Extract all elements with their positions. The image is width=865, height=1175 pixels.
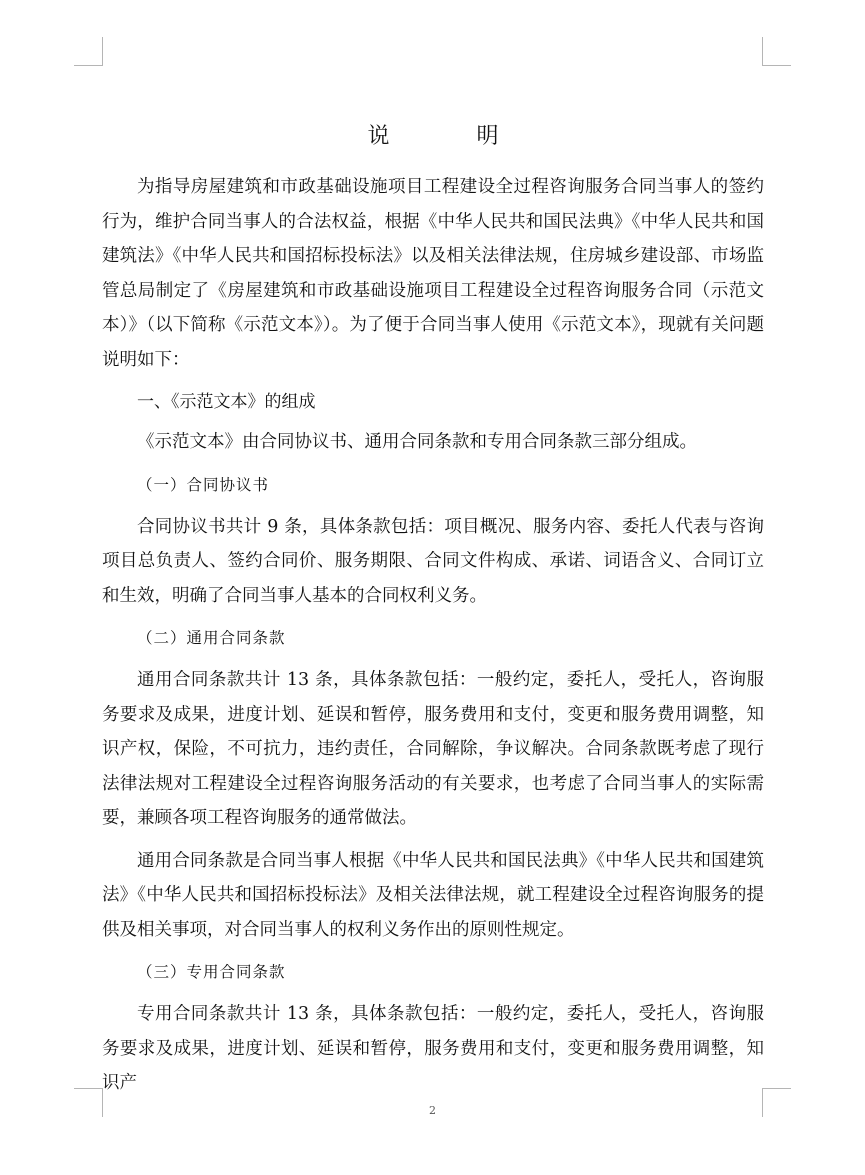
page-number: 2: [429, 1104, 436, 1117]
composition-paragraph: 《示范文本》由合同协议书、通用合同条款和专用合同条款三部分组成。: [137, 432, 697, 452]
subheading-agreement: （一）合同协议书: [137, 475, 270, 494]
intro-paragraph: 为指导房屋建筑和市政基础设施项目工程建设全过程咨询服务合同当事人的签约行为，维护合同当事人的合法权益，根据《中华人民共和国民法典》《中华人民共和国建筑法》《中华人民共和国招标投标法》以及相关法律法规，住房城乡建设部、市场监管总局制定了《房屋建筑和市政基础设施项目工程建设全过程咨询服务合同（示范文本）》（以下简称《示范文本》）。为了便于合同当事人使用《示范文本》，现就有关问题说明如下：: [102, 177, 764, 370]
subheading-special-terms: （三）专用合同条款: [137, 963, 286, 981]
special-terms-paragraph: 专用合同条款共计 13 条，具体条款包括：一般约定，委托人，受托人，咨询服务要求及成果，进度计划、延误和暂停，服务费用和支付，变更和服务费用调整，知识产: [102, 1004, 764, 1093]
agreement-paragraph: 合同协议书共计 9 条，具体条款包括：项目概况、服务内容、委托人代表与咨询项目总负责人、签约合同价、服务期限、合同文件构成、承诺、词语含义、合同订立和生效，明确了合同当事人基本的合同权利义务。: [102, 516, 764, 606]
general-terms-paragraph-1: 通用合同条款共计 13 条，具体条款包括：一般约定，委托人，受托人，咨询服务要求及成果，进度计划、延误和暂停，服务费用和支付，变更和服务费用调整，知识产权，保险，不可抗力，违约责任，合同解除，争议解决。合同条款既考虑了现行法律法规对工程建设全过程咨询服务活动的有关要求，也考虑了合同当事人的实际需要，兼顾各项工程咨询服务的通常做法。: [102, 670, 764, 828]
page-title: 说 明: [367, 124, 539, 149]
document-body: [102, 120, 764, 1109]
crop-mark-top-right: [762, 37, 791, 66]
subheading-general-terms: （二）通用合同条款: [137, 629, 286, 647]
general-terms-paragraph-2: 通用合同条款是合同当事人根据《中华人民共和国民法典》《中华人民共和国建筑法》《中华人民共和国招标投标法》及相关法律法规，就工程建设全过程咨询服务的提供及相关事项，对合同当事人的权利义务作出的原则性规定。: [102, 850, 764, 940]
section-heading-composition: 一、《示范文本》的组成: [137, 392, 316, 412]
crop-mark-top-left: [74, 37, 103, 66]
